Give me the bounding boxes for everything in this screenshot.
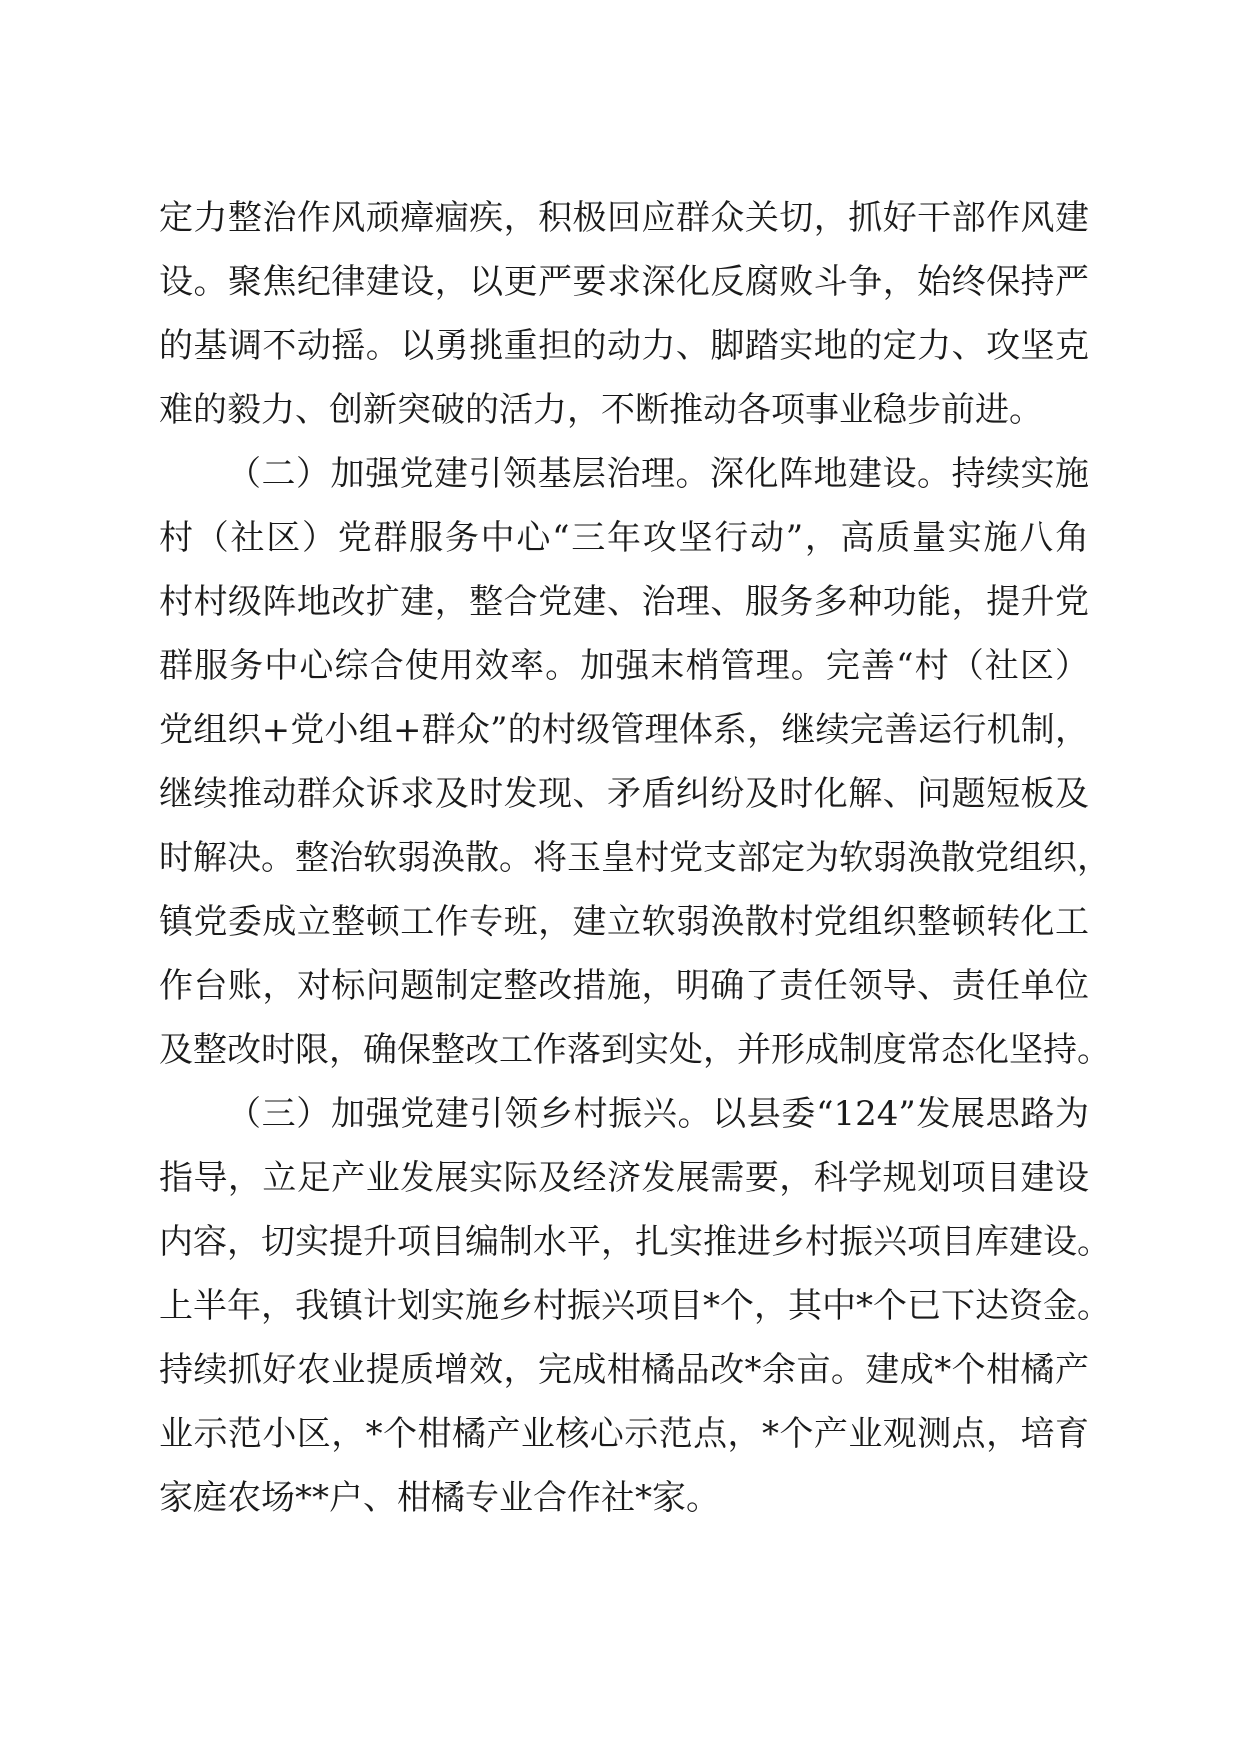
text-line: 作台账，对标问题制定整改措施，明确了责任领导、责任单位 (159, 966, 1089, 1006)
text-line: 内容，切实提升项目编制水平，扎实推进乡村振兴项目库建设。 (159, 1222, 1111, 1262)
text-line: 设。聚焦纪律建设，以更严要求深化反腐败斗争，始终保持严 (159, 262, 1089, 302)
text-line: 的基调不动摇。以勇挑重担的动力、脚踏实地的定力、攻坚克 (159, 326, 1089, 366)
text-line: 继续推动群众诉求及时发现、矛盾纠纷及时化解、问题短板及 (159, 774, 1089, 814)
paragraph-2 (159, 442, 1111, 1082)
text-line: 业示范小区，*个柑橘产业核心示范点，*个产业观测点，培育 (159, 1414, 1089, 1454)
text-line: 村村级阵地改扩建，整合党建、治理、服务多种功能，提升党 (159, 582, 1089, 622)
paragraph-1 (159, 186, 1089, 442)
text-line: 持续抓好农业提质增效，完成柑橘品改*余亩。建成*个柑橘产 (159, 1350, 1089, 1390)
text-line: （三）加强党建引领乡村振兴。以县委“124”发展思路为 (227, 1094, 1089, 1134)
text-line: 镇党委成立整顿工作专班，建立软弱涣散村党组织整顿转化工 (159, 902, 1089, 942)
paragraph-3 (159, 1082, 1111, 1530)
text-line: 家庭农场**户、柑橘专业合作社*家。 (159, 1478, 720, 1518)
text-line: （二）加强党建引领基层治理。深化阵地建设。持续实施 (227, 454, 1089, 494)
text-line: 时解决。整治软弱涣散。将玉皇村党支部定为软弱涣散党组织， (159, 838, 1111, 878)
text-line: 党组织+党小组+群众”的村级管理体系，继续完善运行机制， (159, 710, 1089, 750)
text-line: 定力整治作风顽瘴痼疾，积极回应群众关切，抓好干部作风建 (159, 198, 1089, 238)
text-line: 指导，立足产业发展实际及经济发展需要，科学规划项目建设 (159, 1158, 1089, 1198)
text-line: 难的毅力、创新突破的活力，不断推动各项事业稳步前进。 (159, 390, 1043, 430)
text-line: 及整改时限，确保整改工作落到实处，并形成制度常态化坚持。 (159, 1030, 1111, 1070)
document-body (159, 186, 1111, 1530)
text-line: 群服务中心综合使用效率。加强末梢管理。完善“村（社区） (159, 646, 1089, 686)
text-line: 上半年，我镇计划实施乡村振兴项目*个，其中*个已下达资金。 (159, 1286, 1111, 1326)
text-line: 村（社区）党群服务中心“三年攻坚行动”，高质量实施八角 (159, 518, 1089, 558)
